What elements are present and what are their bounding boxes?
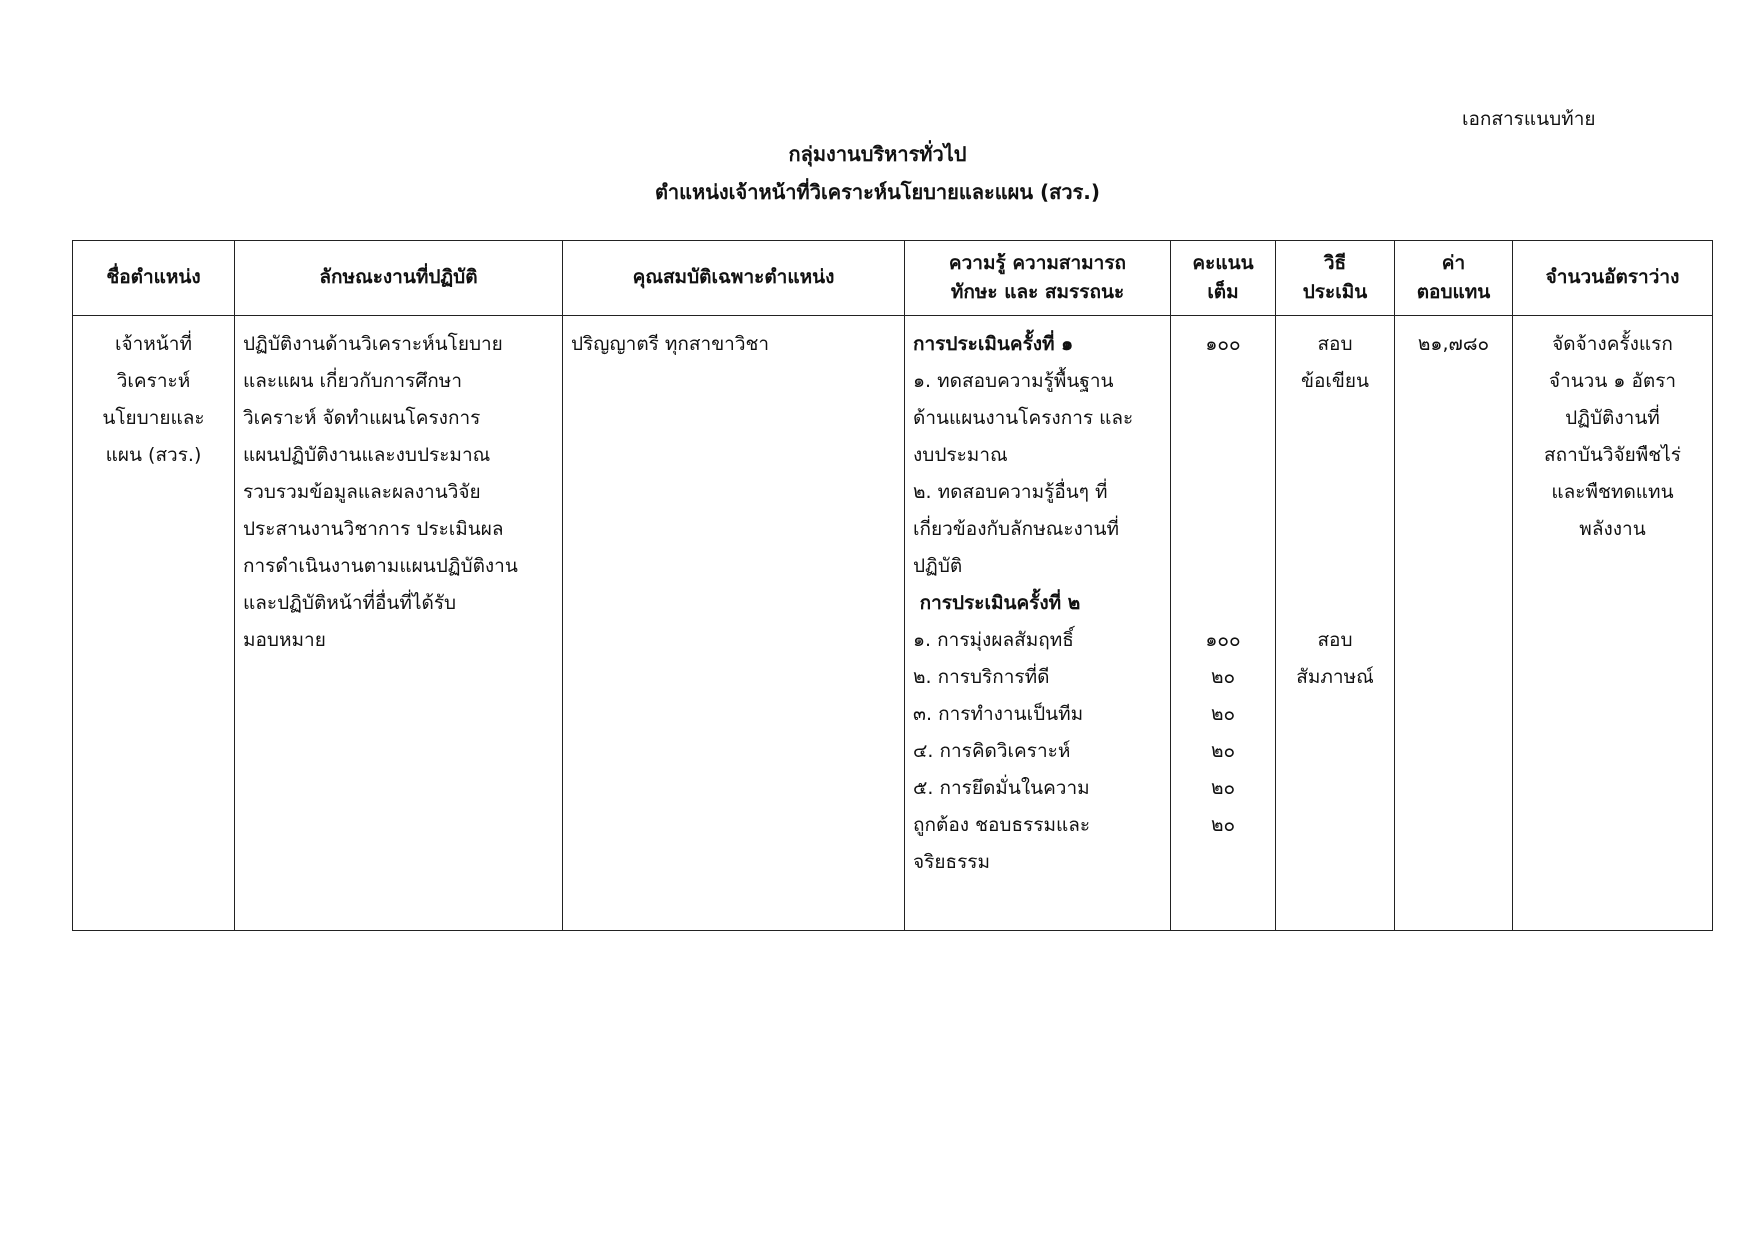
cell-line: รวบรวมข้อมูลและผลงานวิจัย xyxy=(243,481,481,503)
cell-line: ๓. การทำงานเป็นทีม xyxy=(913,703,1084,725)
header-full-score-line: เต็ม xyxy=(1207,281,1239,303)
header-pay-line: ค่า xyxy=(1441,251,1466,274)
cell-line: ๑. ทดสอบความรู้พื้นฐาน xyxy=(913,370,1114,392)
header-knowledge-line: ทักษะ และ สมรรถนะ xyxy=(950,281,1125,303)
cell-line: และแผน เกี่ยวกับการศึกษา xyxy=(243,370,463,392)
cell-line: ปฏิบัติงานด้านวิเคราะห์นโยบาย xyxy=(243,333,503,355)
cell-line: แผนปฏิบัติงานและงบประมาณ xyxy=(243,444,491,466)
cell-line: วิเคราะห์ xyxy=(116,370,191,392)
cell-line: ถูกต้อง ชอบธรรมและ xyxy=(913,814,1091,836)
header-vacancies: จำนวนอัตราว่าง xyxy=(1513,241,1713,316)
round-1-title: การประเมินครั้งที่ ๑ xyxy=(913,333,1074,355)
cell-line: เจ้าหน้าที่ xyxy=(114,333,192,355)
cell-qualifications xyxy=(563,316,905,931)
position-table xyxy=(72,240,1713,931)
cell-position-name xyxy=(73,316,235,931)
spacer xyxy=(1284,400,1386,622)
spacer xyxy=(1179,363,1267,622)
method-line: ข้อเขียน xyxy=(1300,370,1369,392)
header-knowledge xyxy=(905,241,1171,316)
header-pay-line: ตอบแทน xyxy=(1416,281,1491,303)
score-value: ๒๐ xyxy=(1210,777,1236,799)
cell-line: ๔. การคิดวิเคราะห์ xyxy=(913,740,1071,762)
cell-line: ๑. การมุ่งผลสัมฤทธิ์ xyxy=(913,629,1074,651)
cell-line: ด้านแผนงานโครงการ และ xyxy=(913,407,1134,429)
round-2-title: การประเมินครั้งที่ ๒ xyxy=(913,592,1081,614)
cell-line: การดำเนินงานตามแผนปฏิบัติงาน xyxy=(243,555,518,577)
method-line: สอบ xyxy=(1317,629,1353,651)
score-value: ๒๐ xyxy=(1210,666,1236,688)
header-job-description: ลักษณะงานที่ปฏิบัติ xyxy=(235,241,563,316)
attachment-label: เอกสารแนบท้าย xyxy=(1462,108,1596,130)
cell-line: ๒. ทดสอบความรู้อื่นๆ ที่ xyxy=(913,481,1108,503)
position-heading: ตำแหน่งเจ้าหน้าที่วิเคราะห์นโยบายและแผน (สวร.) xyxy=(654,180,1101,204)
table-header-row xyxy=(73,241,1713,316)
cell-line: มอบหมาย xyxy=(243,629,326,651)
cell-line: สถาบันวิจัยพืชไร่ xyxy=(1544,444,1681,466)
cell-job-description xyxy=(235,316,563,931)
cell-full-score xyxy=(1171,316,1276,931)
header-qualifications: คุณสมบัติเฉพาะตำแหน่ง xyxy=(563,241,905,316)
header-full-score-line: คะแนน xyxy=(1192,251,1254,274)
cell-line: ปริญญาตรี ทุกสาขาวิชา xyxy=(571,333,770,355)
score-value: ๒๐ xyxy=(1210,703,1236,725)
header-method-line: ประเมิน xyxy=(1302,281,1368,303)
cell-line: ๕. การยึดมั่นในความ xyxy=(913,777,1090,799)
cell-line: และปฏิบัติหน้าที่อื่นที่ได้รับ xyxy=(243,592,457,614)
cell-method xyxy=(1276,316,1395,931)
cell-vacancies xyxy=(1513,316,1713,931)
cell-knowledge xyxy=(905,316,1171,931)
table-row xyxy=(73,316,1713,931)
cell-line: งบประมาณ xyxy=(913,444,1008,466)
header-method xyxy=(1276,241,1395,316)
score-value: ๑๐๐ xyxy=(1205,629,1241,651)
header-full-score xyxy=(1171,241,1276,316)
header-pay xyxy=(1395,241,1513,316)
cell-line: ปฏิบัติ xyxy=(913,555,963,577)
cell-line: และพืชทดแทน xyxy=(1551,481,1674,503)
header-knowledge-line: ความรู้ ความสามารถ xyxy=(948,251,1127,274)
cell-line: พลังงาน xyxy=(1579,518,1646,540)
pay-value: ๒๑,๗๘๐ xyxy=(1417,333,1490,355)
cell-line: วิเคราะห์ จัดทำแผนโครงการ xyxy=(243,407,481,429)
cell-line: นโยบายและ xyxy=(102,407,205,429)
group-heading: กลุ่มงานบริหารทั่วไป xyxy=(788,142,967,166)
cell-line: จริยธรรม xyxy=(913,851,991,873)
score-value: ๑๐๐ xyxy=(1205,333,1241,355)
score-value: ๒๐ xyxy=(1210,814,1236,836)
method-line: สอบ xyxy=(1317,333,1353,355)
cell-line: จำนวน ๑ อัตรา xyxy=(1548,370,1677,392)
cell-line: เกี่ยวข้องกับลักษณะงานที่ xyxy=(913,518,1120,540)
method-line: สัมภาษณ์ xyxy=(1296,666,1374,688)
cell-line: ประสานงานวิชาการ ประเมินผล xyxy=(243,518,504,540)
cell-pay xyxy=(1395,316,1513,931)
header-position-name: ชื่อตำแหน่ง xyxy=(73,241,235,316)
header-method-line: วิธี xyxy=(1323,251,1347,274)
cell-line: จัดจ้างครั้งแรก xyxy=(1552,333,1673,355)
cell-line: ๒. การบริการที่ดี xyxy=(913,666,1050,688)
cell-line: แผน (สวร.) xyxy=(105,444,202,466)
score-value: ๒๐ xyxy=(1210,740,1236,762)
cell-line: ปฏิบัติงานที่ xyxy=(1565,407,1660,429)
